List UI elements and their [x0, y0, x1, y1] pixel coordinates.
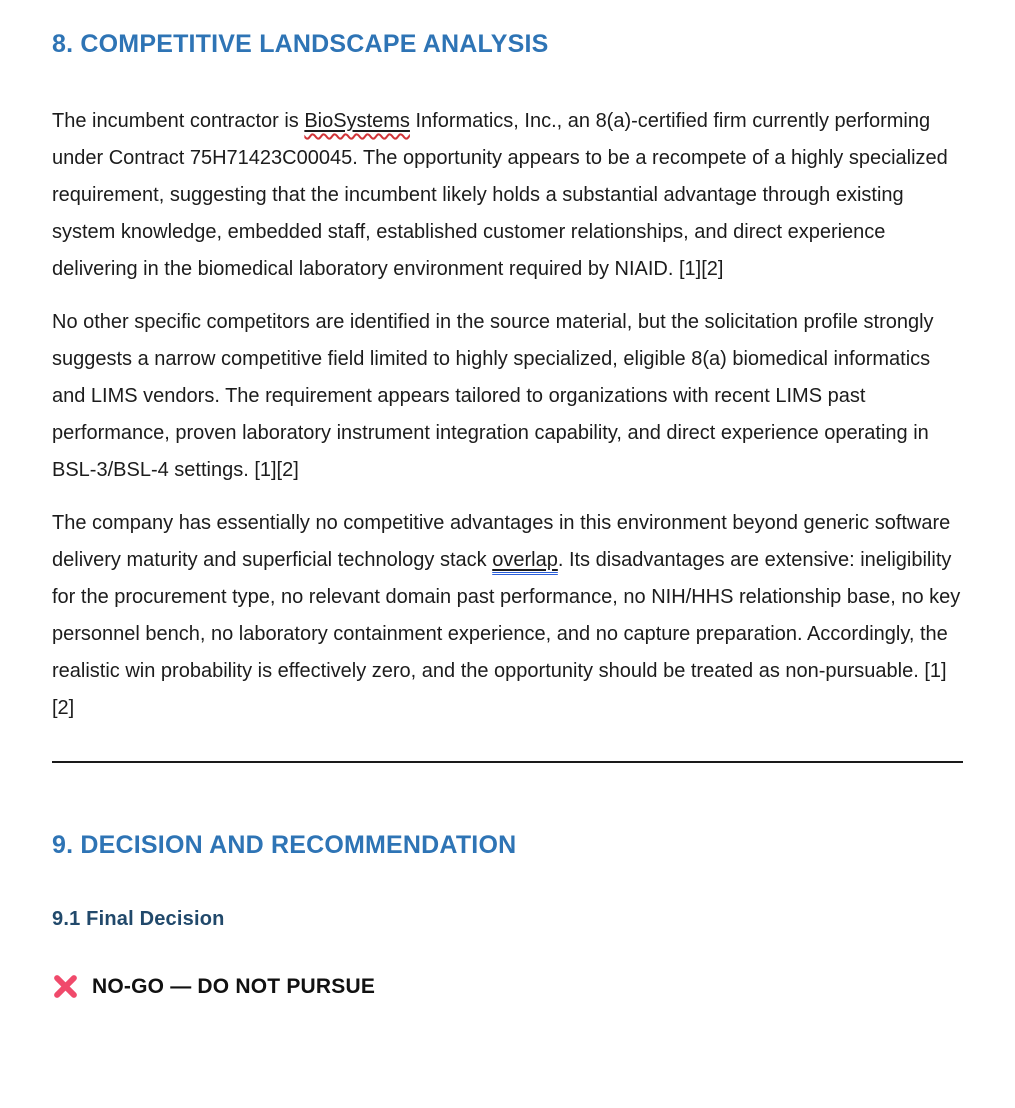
spellcheck-flagged-word: BioSystems [304, 110, 410, 132]
grammar-flagged-word: overlap [492, 549, 558, 571]
final-decision-label: NO-GO — DO NOT PURSUE [92, 974, 376, 998]
underlined-word [304, 110, 410, 132]
section-9-heading: 9. DECISION AND RECOMMENDATION [52, 831, 517, 859]
section-divider [52, 761, 963, 763]
paragraph-1-text-before: The incumbent contractor is [52, 110, 305, 132]
paragraph-3-text-after: . Its disadvantages are extensive: ineligibility for the procurement type, no relevant domain past performance, no NIH/HHS relationship base, no key personnel bench, no laboratory containment experience, and no capture preparation. Accordingly, the realistic win probability is effectively zero, and the opportunity should be treated as non-pursuable. [1][2] [52, 549, 961, 719]
final-decision-row [52, 973, 963, 1000]
paragraph-3-text-before: The company has essentially no competitive advantages in this environment beyond generic software delivery maturity and superficial technology stack [52, 512, 951, 571]
cross-mark-icon [52, 973, 79, 1000]
section-8-paragraph-1 [52, 103, 963, 288]
paragraph-1-text-after: Informatics, Inc., an 8(a)-certified firm currently performing under Contract 75H71423C00045. The opportunity appears to be a recompete of a highly specialized requirement, suggesting that the incumbent likely holds a substantial advantage through existing system knowledge, embedded staff, established customer relationships, and direct experience delivering in the biomedical laboratory environment required by NIAID. [1][2] [52, 110, 948, 280]
section-8-paragraph-2: No other specific competitors are identified in the source material, but the solicitation profile strongly suggests a narrow competitive field limited to highly specialized, eligible 8(a) biomedical informatics and LIMS vendors. The requirement appears tailored to organizations with recent LIMS past performance, proven laboratory instrument integration capability, and direct experience operating in BSL-3/BSL-4 settings. [1][2] [52, 311, 934, 481]
section-8-paragraph-3 [52, 505, 963, 727]
section-8-heading: 8. COMPETITIVE LANDSCAPE ANALYSIS [52, 30, 549, 58]
section-9-1-subheading: 9.1 Final Decision [52, 908, 225, 930]
underlined-word [492, 549, 558, 571]
